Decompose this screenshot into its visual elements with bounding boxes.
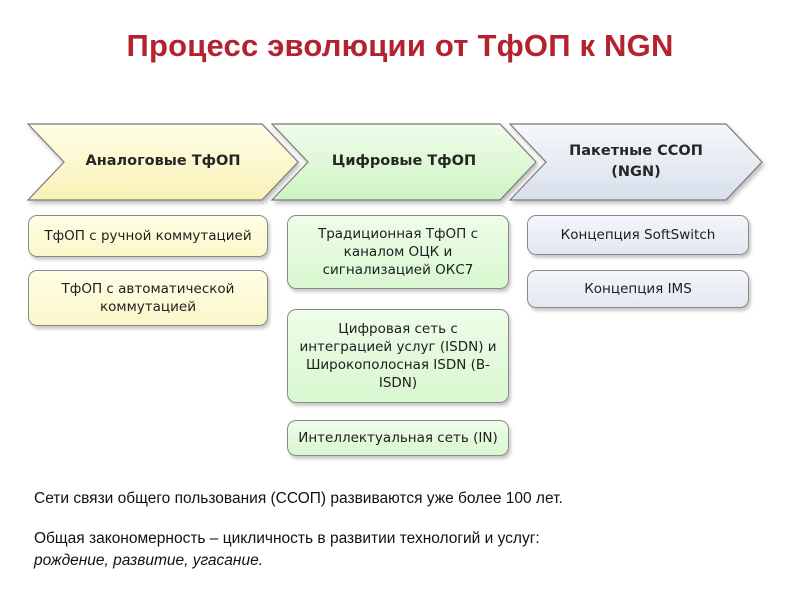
box-automatic-switching: ТфОП с автоматической коммутацией xyxy=(28,270,268,326)
box-isdn: Цифровая сеть с интеграцией услуг (ISDN) и Широкополосная ISDN (B-ISDN) xyxy=(287,309,509,403)
box-softswitch: Концепция SoftSwitch xyxy=(527,215,749,255)
box-traditional-pstn: Традиционная ТфОП с каналом ОЦК и сигнализацией ОКС7 xyxy=(287,215,509,289)
page-title: Процесс эволюции от ТфОП к NGN xyxy=(126,28,674,63)
stage-label-digital: Цифровые ТфОП xyxy=(331,153,477,170)
box-ims: Концепция IMS xyxy=(527,270,749,308)
note-cycle xyxy=(34,550,263,572)
stage-label-packet: Пакетные ССОП (NGN) xyxy=(569,142,703,180)
note-history: Сети связи общего пользования (ССОП) развиваются уже более 100 лет. xyxy=(34,490,563,507)
stage-label-analog: Аналоговые ТфОП xyxy=(85,153,241,170)
note-cycle-text: рождение, развитие, угасание. xyxy=(34,552,264,569)
box-manual-switching: ТфОП с ручной коммутацией xyxy=(28,215,268,257)
box-intelligent-network: Интеллектуальная сеть (IN) xyxy=(287,420,509,456)
note-regularity: Общая закономерность – цикличность в развитии технологий и услуг: xyxy=(34,530,540,547)
